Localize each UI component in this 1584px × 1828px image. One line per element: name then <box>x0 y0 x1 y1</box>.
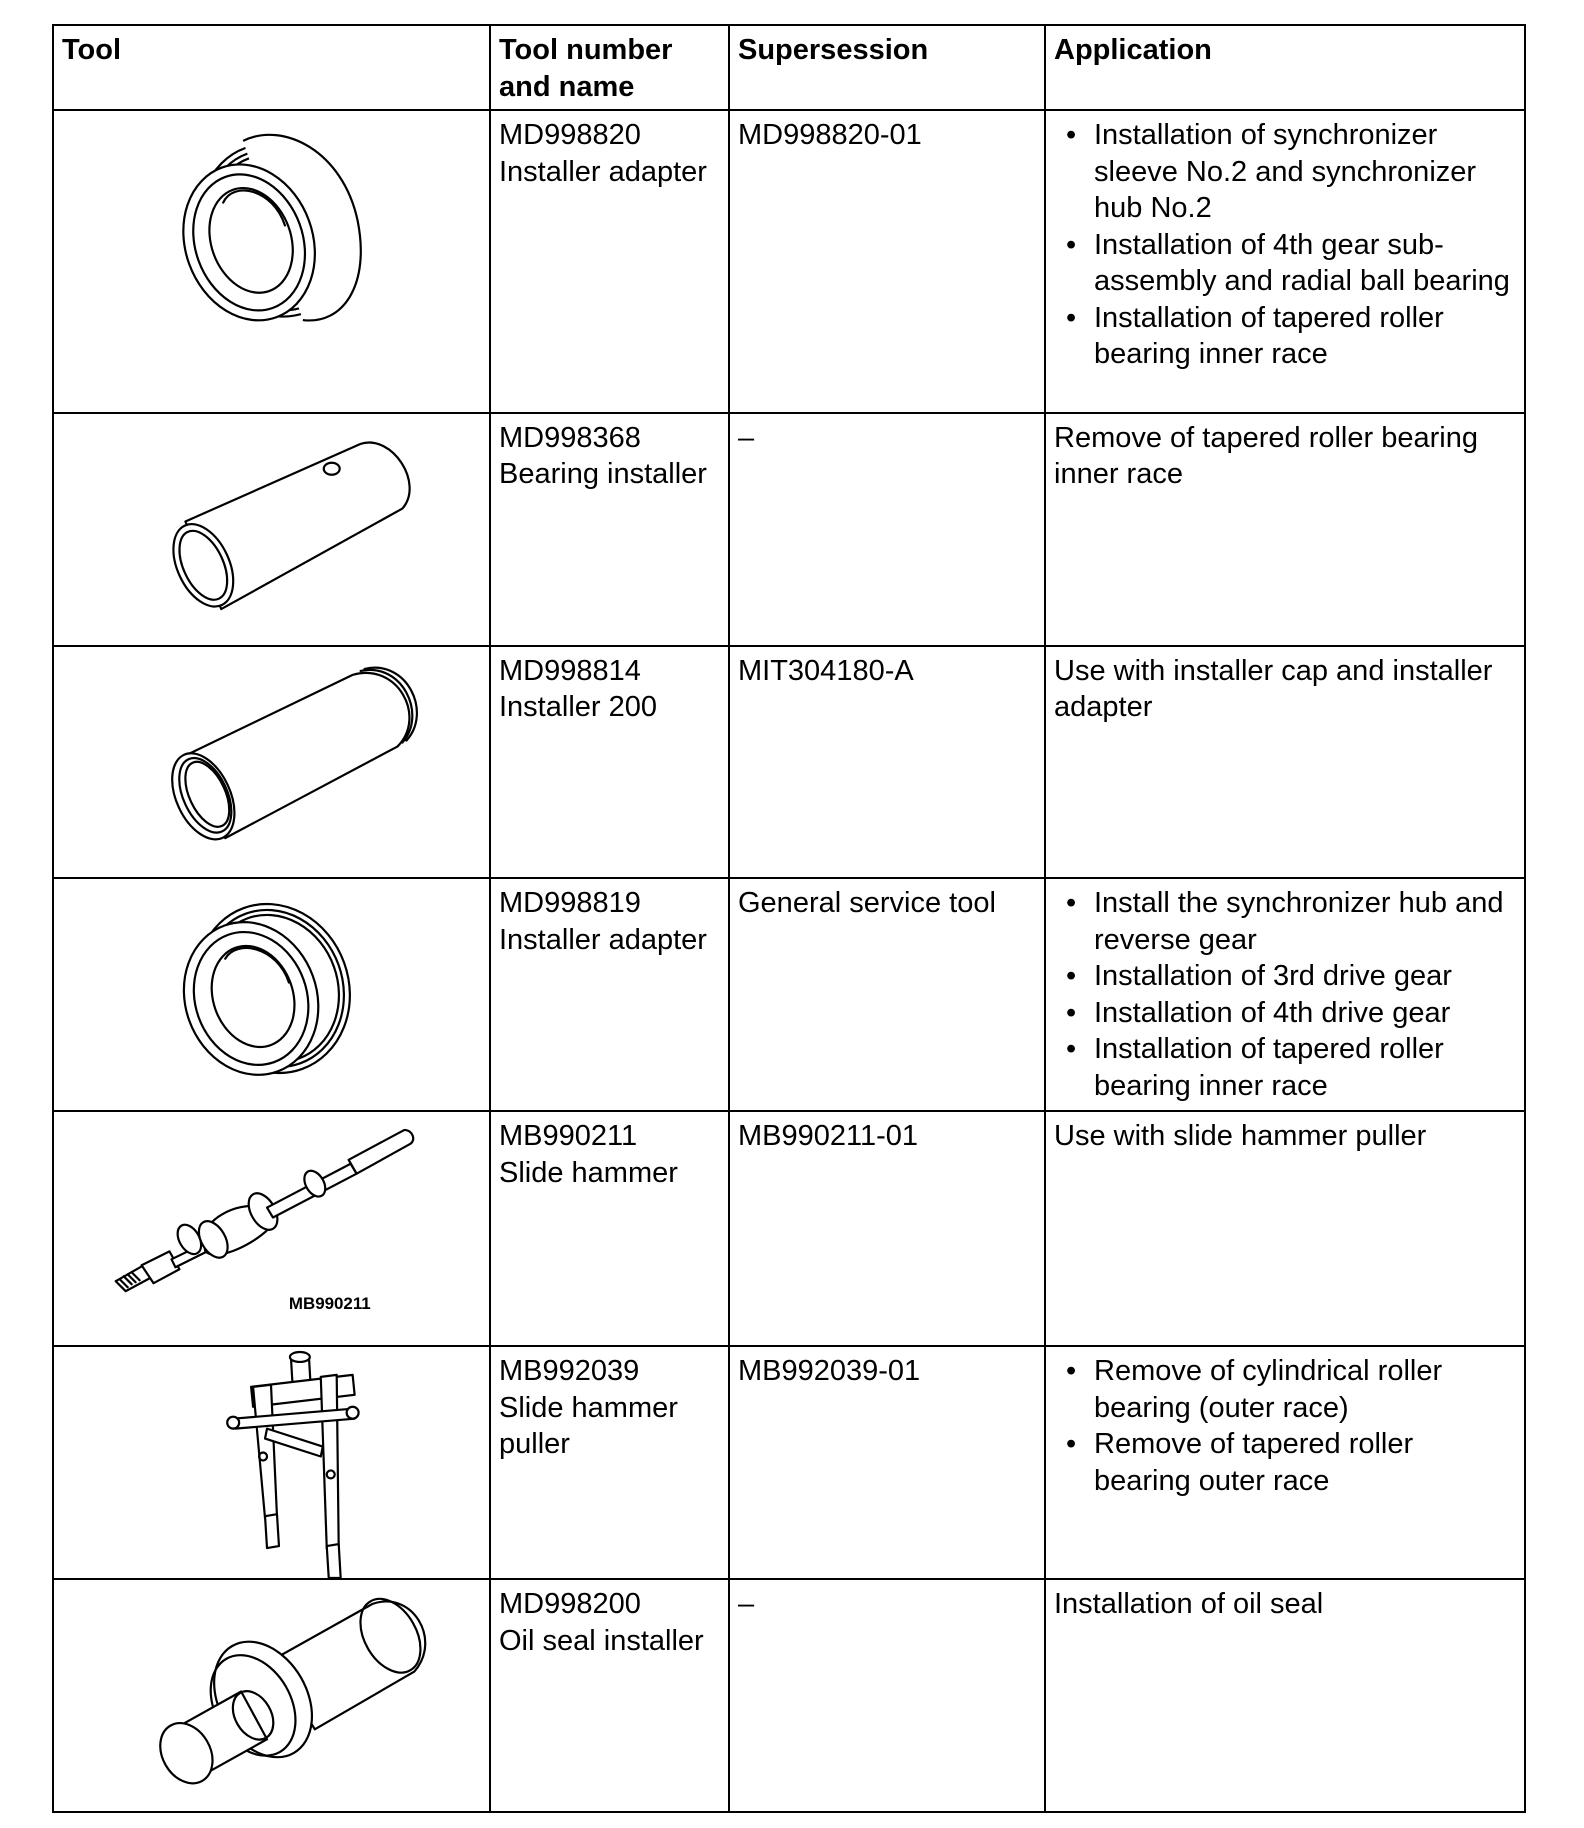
table-row <box>53 110 1525 413</box>
list-item: • Installation of tapered roller bearing inner race <box>1054 1031 1516 1104</box>
table-row <box>53 413 1525 646</box>
supersession-cell: General service tool <box>729 878 1045 1111</box>
tool-image-cell <box>53 110 490 413</box>
slide-hammer-icon <box>54 1112 489 1345</box>
tool-image-cell <box>53 878 490 1111</box>
supersession-cell: MD998820-01 <box>729 110 1045 413</box>
tool-name: Slide hammer <box>499 1156 678 1189</box>
list-item: • Installation of synchronizer sleeve No.2 and synchronizer hub No.2 <box>1054 117 1516 227</box>
application-list <box>1054 1353 1516 1499</box>
tool-name: Installer adapter <box>499 923 707 956</box>
installer-adapter-ring-icon <box>54 111 489 412</box>
tool-name: Installer 200 <box>499 691 657 724</box>
tool-number-cell <box>490 646 729 879</box>
tool-number: MD998200 <box>499 1588 641 1621</box>
special-tools-table <box>52 24 1526 1813</box>
tool-number: MB990211 <box>499 1120 638 1153</box>
tool-number: MD998368 <box>499 421 641 454</box>
list-item: • Installation of 4th gear sub-assembly and radial ball bearing <box>1054 227 1516 300</box>
tool-number: MD998814 <box>499 654 641 687</box>
tool-name: puller <box>499 1428 570 1461</box>
list-item: • Installation of 3rd drive gear <box>1054 958 1516 995</box>
supersession-cell: MB992039-01 <box>729 1346 1045 1579</box>
tool-number: MB992039 <box>499 1355 640 1388</box>
list-item: • Remove of tapered roller bearing outer race <box>1054 1426 1516 1499</box>
header-row <box>53 25 1525 110</box>
table-row <box>53 1346 1525 1579</box>
tool-name: Oil seal installer <box>499 1624 704 1657</box>
tool-name: Installer adapter <box>499 155 707 188</box>
tool-number-cell <box>490 878 729 1111</box>
supersession-cell: MIT304180-A <box>729 646 1045 879</box>
list-item: • Install the synchronizer hub and reverse gear <box>1054 885 1516 958</box>
tool-image-cell <box>53 646 490 879</box>
list-item: • Installation of tapered roller bearing inner race <box>1054 300 1516 373</box>
tool-number-cell <box>490 1111 729 1346</box>
header-supersession: Supersession <box>729 25 1045 110</box>
tool-image-cell <box>53 1579 490 1812</box>
slide-hammer-puller-icon <box>54 1347 489 1578</box>
tool-name: Bearing installer <box>499 458 707 491</box>
bearing-installer-tube-icon <box>54 414 489 645</box>
application-cell: Use with installer cap and installer adapter <box>1045 646 1525 879</box>
header-application: Application <box>1045 25 1525 110</box>
list-item: • Installation of 4th drive gear <box>1054 995 1516 1032</box>
application-cell <box>1045 110 1525 413</box>
image-caption: MB990211 <box>288 1294 371 1314</box>
supersession-cell: – <box>729 1579 1045 1812</box>
application-cell: Use with slide hammer puller <box>1045 1111 1525 1346</box>
supersession-cell: – <box>729 413 1045 646</box>
tool-number: MD998820 <box>499 119 641 151</box>
tool-number-cell <box>490 413 729 646</box>
application-cell: Remove of tapered roller bearing inner race <box>1045 413 1525 646</box>
tool-number: MD998819 <box>499 887 641 920</box>
header-tool-number: Tool number and name <box>490 25 729 110</box>
oil-seal-installer-icon <box>54 1580 489 1811</box>
tool-name: Slide hammer <box>499 1391 678 1424</box>
application-cell <box>1045 1346 1525 1579</box>
application-cell <box>1045 878 1525 1111</box>
table-row <box>53 1111 1525 1346</box>
tool-number-cell <box>490 110 729 413</box>
application-cell: Installation of oil seal <box>1045 1579 1525 1812</box>
header-tool: Tool <box>53 25 490 110</box>
table-row <box>53 646 1525 879</box>
tool-image-cell <box>53 1346 490 1579</box>
tool-number-cell <box>490 1346 729 1579</box>
application-list <box>1054 117 1516 373</box>
supersession-cell: MB990211-01 <box>729 1111 1045 1346</box>
table-row <box>53 878 1525 1111</box>
tool-number-cell <box>490 1579 729 1812</box>
tool-image-cell <box>53 1111 490 1346</box>
installer-adapter-ring-icon <box>54 879 489 1110</box>
application-list <box>1054 885 1516 1104</box>
installer-200-tube-icon <box>54 647 489 878</box>
table-row <box>53 1579 1525 1812</box>
tool-image-cell <box>53 413 490 646</box>
list-item: • Remove of cylindrical roller bearing (outer race) <box>1054 1353 1516 1426</box>
